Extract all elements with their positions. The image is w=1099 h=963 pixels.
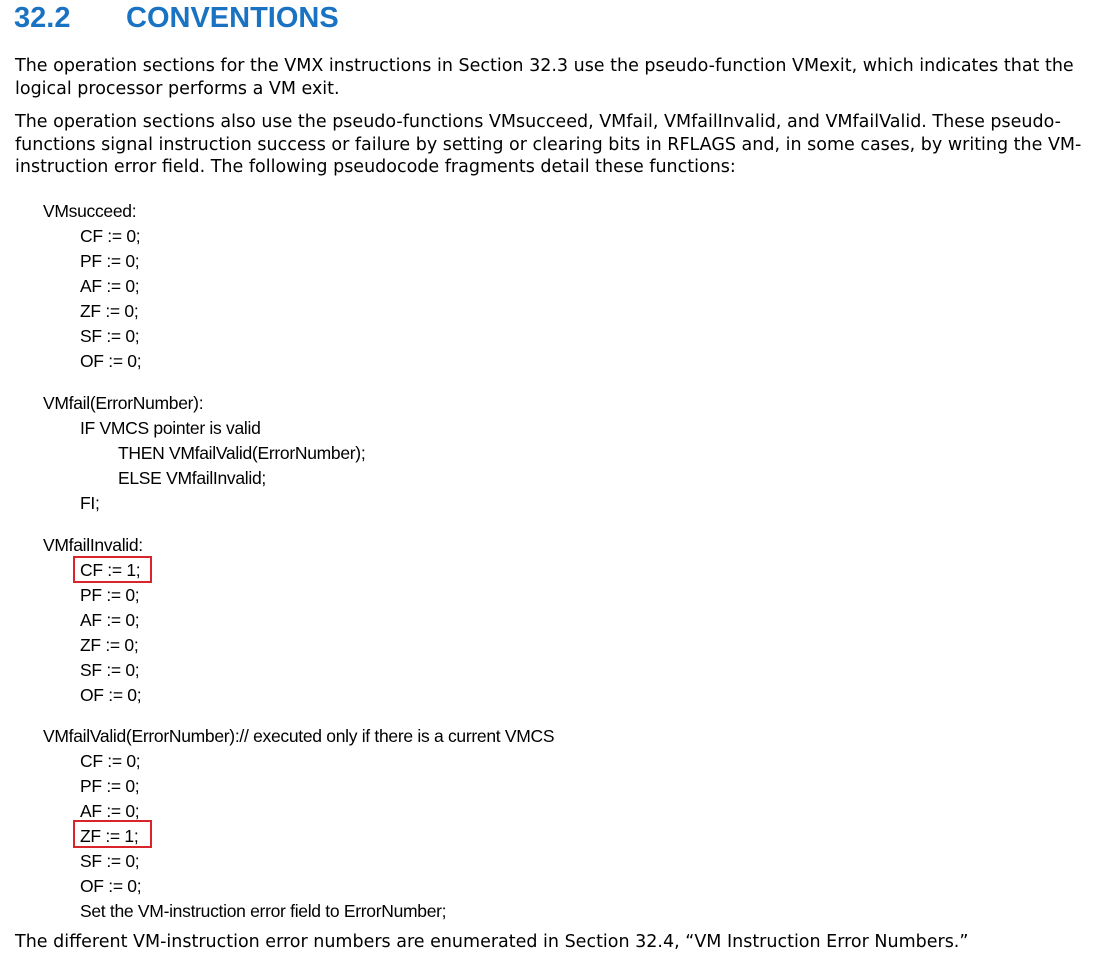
section-title: CONVENTIONS — [126, 2, 339, 34]
section-heading — [14, 2, 339, 35]
functions-paragraph: The operation sections also use the pseudo-functions VMsucceed, VMfail, VMfailInvalid, and VMfailValid. These pseudo-functions signal instruction success or failure by setting or clearing bits in RFLAGS and, in some cases, by writing the VM-instruction error field. The following pseudocode fragments detail these functions: — [15, 112, 1082, 177]
highlight-box-cf — [73, 556, 152, 583]
code-vmfailvalid-label: VMfailValid(ErrorNumber):// executed only if there is a current VMCS — [43, 726, 555, 746]
code-line: ZF := 0; — [80, 301, 139, 321]
code-vmfail-label: VMfail(ErrorNumber): — [43, 393, 204, 413]
code-line: PF := 0; — [80, 776, 140, 796]
code-line: OF := 0; — [80, 685, 142, 705]
code-line: IF VMCS pointer is valid — [80, 418, 261, 438]
code-line: OF := 0; — [80, 876, 142, 896]
code-line: SF := 0; — [80, 660, 140, 680]
code-line: PF := 0; — [80, 251, 140, 271]
code-vmfailinvalid-label: VMfailInvalid: — [43, 535, 143, 555]
code-line: CF := 0; — [80, 751, 141, 771]
code-line: FI; — [80, 493, 100, 513]
code-line: ZF := 0; — [80, 635, 139, 655]
code-line: THEN VMfailValid(ErrorNumber); — [118, 443, 366, 463]
code-line: AF := 0; — [80, 276, 140, 296]
code-line: SF := 0; — [80, 326, 140, 346]
code-line: SF := 0; — [80, 851, 140, 871]
code-line: CF := 0; — [80, 226, 141, 246]
code-vmsucceed-label: VMsucceed: — [43, 201, 137, 221]
code-line-highlighted: ZF := 1; — [80, 826, 139, 846]
code-line: OF := 0; — [80, 351, 142, 371]
code-line: Set the VM-instruction error field to ErrorNumber; — [80, 901, 447, 921]
code-line: AF := 0; — [80, 610, 140, 630]
closing-paragraph: The different VM-instruction error numbers are enumerated in Section 32.4, “VM Instruction Error Numbers.” — [15, 932, 969, 952]
section-number: 32.2 — [14, 2, 71, 34]
code-line: AF := 0; — [80, 801, 140, 821]
intro-paragraph: The operation sections for the VMX instructions in Section 32.3 use the pseudo-function VMexit, which indicates that the logical processor performs a VM exit. — [15, 56, 1074, 99]
code-line: ELSE VMfailInvalid; — [118, 468, 266, 488]
highlight-box-zf — [73, 820, 152, 848]
code-line: PF := 0; — [80, 585, 140, 605]
code-line-highlighted: CF := 1; — [80, 560, 141, 580]
